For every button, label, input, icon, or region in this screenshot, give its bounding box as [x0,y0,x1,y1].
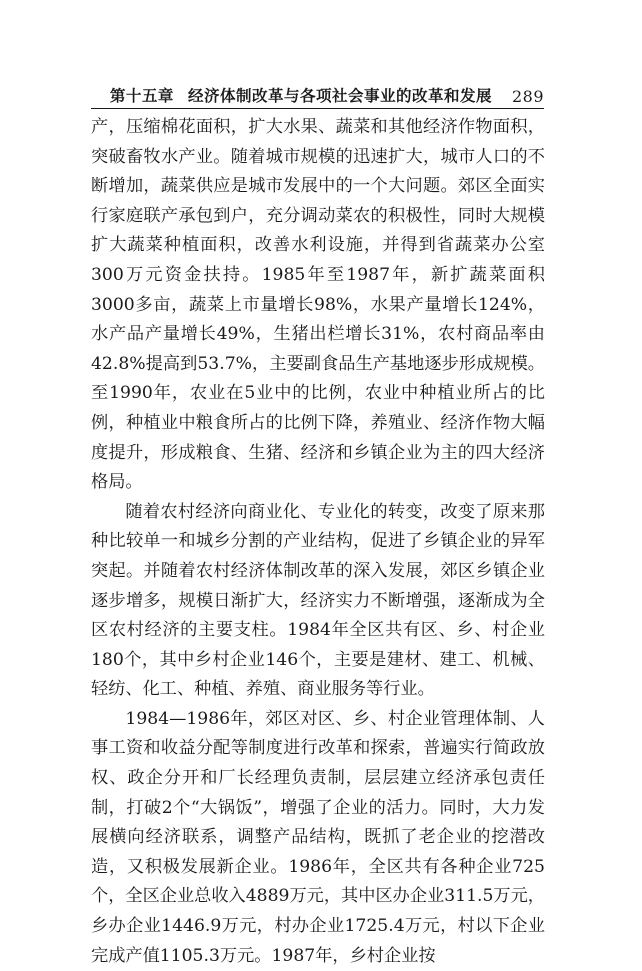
body-text [91,113,545,971]
page-number: 289 [511,87,544,106]
paragraph-continuation: 产，压缩棉花面积，扩大水果、蔬菜和其他经济作物面积，突破畜牧水产业。随着城市规模的迅速扩大，城市人口的不断增加，蔬菜供应是城市发展中的一个大问题。郊区全面实行家庭联产承包到户，充分调动菜农的积极性，同时大规模扩大蔬菜种植面积，改善水利设施，并得到省蔬菜办公室300万元资金扶持。1985年至1987年，新扩蔬菜面积3000多亩，蔬菜上市量增长98%，水果产量增长124%，水产品产量增长49%，生猪出栏增长31%，农村商品率由42.8%提高到53.7%，主要副食品生产基地逐步形成规模。至1990年，农业在5业中的比例，农业中种植业所占的比例，种植业中粮食所占的比例下降，养殖业、经济作物大幅度提升，形成粮食、生猪、经济和乡镇企业为主的四大经济格局。 [91,117,545,493]
chapter-label: 第十五章 [109,87,174,105]
chapter-title: 经济体制改革与各项社会事业的改革和发展 [187,87,492,105]
paragraph-township-enterprises: 随着农村经济向商业化、专业化的转变，改变了原来那种比较单一和城乡分割的产业结构，促进了乡镇企业的异军突起。并随着农村经济体制改革的深入发展，郊区乡镇企业逐步增多，规模日渐扩大，经济实力不断增强，逐渐成为全区农村经济的主要支柱。1984年全区共有区、乡、村企业180个，其中乡村企业146个，主要是建材、建工、机械、轻纺、化工、种植、养殖、商业服务等行业。 [91,501,545,700]
paragraph-enterprise-reform: 1984—1986年，郊区对区、乡、村企业管理体制、人事工资和收益分配等制度进行改革和探索，普遍实行简政放权、政企分开和厂长经理负责制，层层建立经济承包责任制，打破2个“大锅饭”，增强了企业的活力。同时，大力发展横向经济联系，调整产品结构，既抓了老企业的挖潜改造，又积极发展新企业。1986年，全区共有各种企业725个，全区企业总收入4889万元，其中区办企业311.5万元，乡办企业1446.9万元，村办企业1725.4万元，村以下企业完成产值1105.3万元。1987年，乡村企业按 [91,708,545,966]
running-header [91,80,544,109]
